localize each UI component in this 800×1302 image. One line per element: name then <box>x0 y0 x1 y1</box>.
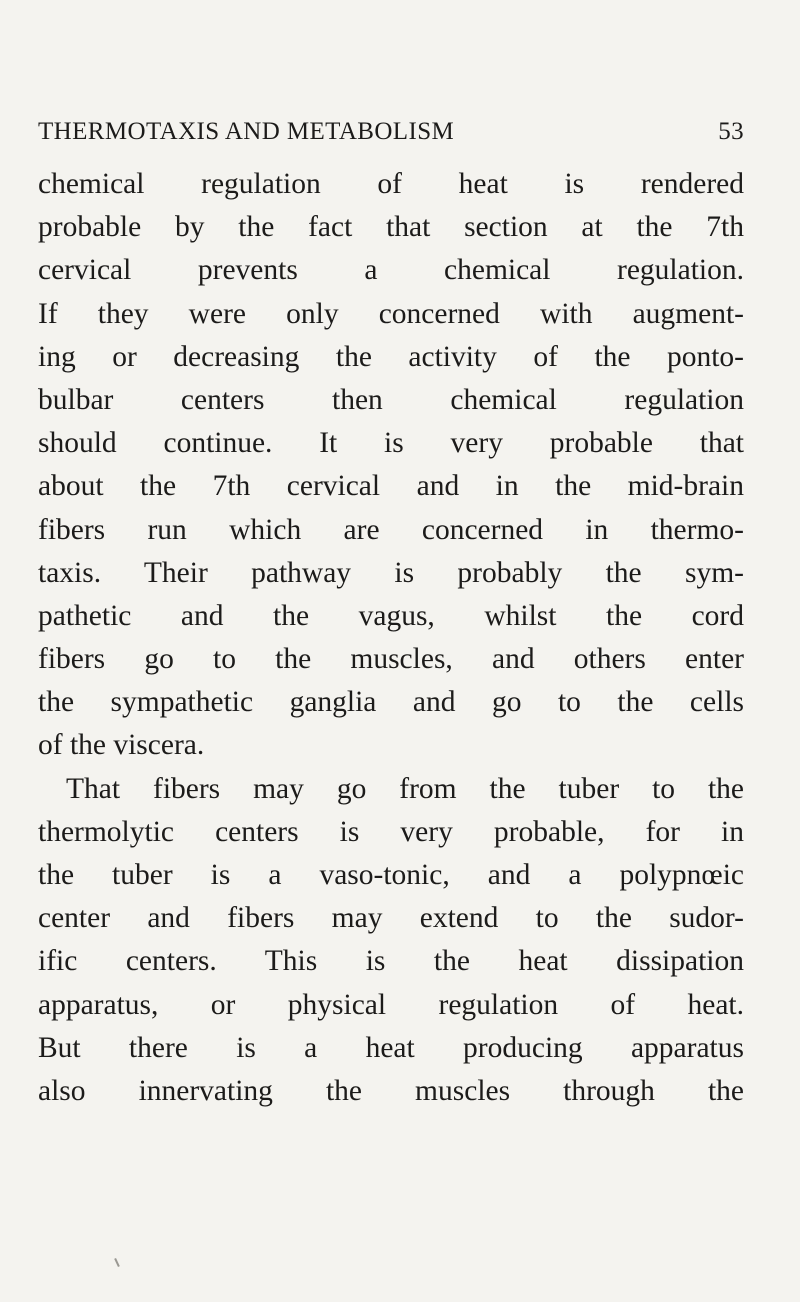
running-title: THERMOTAXIS AND METABOLISM <box>38 118 455 145</box>
stray-pen-mark <box>114 1258 120 1267</box>
text-line: the sympathetic ganglia and go to the cells <box>38 686 744 719</box>
text-line: should continue. It is very probable that <box>38 427 744 460</box>
text-line: taxis. Their pathway is probably the sym- <box>38 556 744 589</box>
text-line: about the 7th cervical and in the mid-brain <box>38 470 744 503</box>
text-line: apparatus, or physical regulation of heat. <box>38 988 744 1021</box>
running-header <box>38 114 744 150</box>
text-line: the tuber is a vaso-tonic, and a polypnœic <box>38 859 744 891</box>
text-line: fibers go to the muscles, and others enter <box>38 643 744 676</box>
text-line: ific centers. This is the heat dissipation <box>38 945 744 978</box>
text-line: of the viscera. <box>38 729 205 762</box>
text-line: pathetic and the vagus, whilst the cord <box>38 599 744 632</box>
text-line: probable by the fact that section at the 7th <box>38 211 744 244</box>
text-line: That fibers may go from the tuber to the <box>66 772 744 805</box>
text-line: ing or decreasing the activity of the ponto- <box>38 340 744 373</box>
page-number: 53 <box>718 118 744 145</box>
text-line: thermolytic centers is very probable, for in <box>38 815 744 848</box>
body-text <box>38 163 744 1113</box>
text-line: But there is a heat producing apparatus <box>38 1031 744 1064</box>
text-line: also innervating the muscles through the <box>38 1074 744 1107</box>
text-line: cervical prevents a chemical regulation. <box>38 254 744 287</box>
text-line: fibers run which are concerned in thermo- <box>38 513 744 546</box>
text-line: chemical regulation of heat is rendered <box>38 168 744 200</box>
text-line: If they were only concerned with augment- <box>38 297 744 330</box>
text-line: bulbar centers then chemical regulation <box>38 383 744 416</box>
text-line: center and fibers may extend to the sudor- <box>38 902 744 935</box>
